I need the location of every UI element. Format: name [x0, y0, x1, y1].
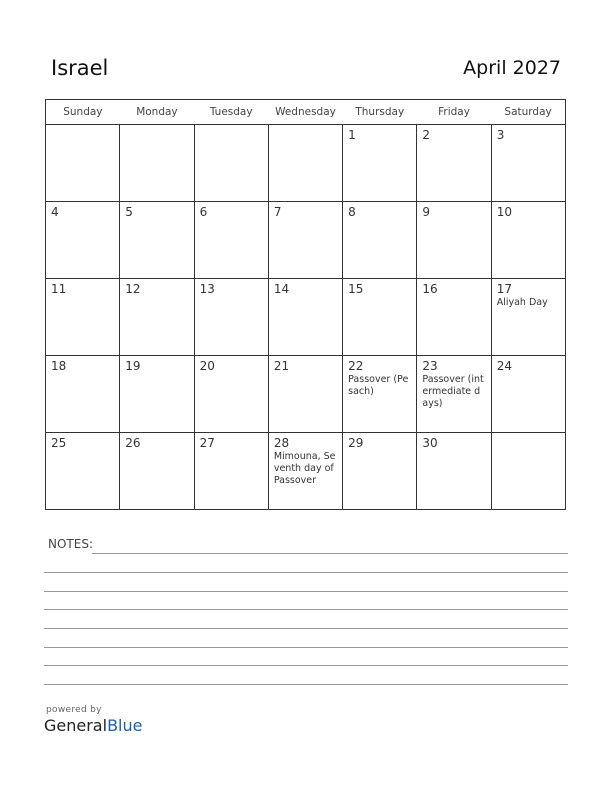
holiday-label: Aliyah Day — [496, 297, 548, 308]
week-row — [46, 125, 566, 202]
month-year-title: April 2027 — [463, 57, 561, 79]
day-number: 24 — [496, 359, 512, 373]
day-cell[interactable] — [46, 433, 120, 510]
day-number: 18 — [51, 359, 67, 373]
day-cell[interactable] — [343, 202, 417, 279]
day-number: 27 — [199, 436, 215, 450]
day-cell[interactable] — [417, 202, 491, 279]
weekday-header: Sunday — [46, 100, 120, 125]
day-cell[interactable] — [491, 279, 565, 356]
day-cell[interactable] — [194, 202, 268, 279]
note-line — [44, 684, 568, 685]
note-line — [92, 553, 568, 554]
week-row — [46, 433, 566, 510]
day-cell[interactable] — [343, 356, 417, 433]
day-cell[interactable] — [417, 125, 491, 202]
day-number: 9 — [422, 205, 431, 219]
weekday-header: Wednesday — [268, 100, 342, 125]
day-number: 20 — [199, 359, 215, 373]
day-cell[interactable] — [120, 202, 194, 279]
brand-logo[interactable] — [44, 716, 142, 735]
day-number: 21 — [273, 359, 290, 373]
calendar-grid — [45, 99, 566, 510]
note-line — [44, 628, 568, 629]
day-cell[interactable] — [417, 433, 491, 510]
day-number: 4 — [51, 205, 59, 219]
day-cell[interactable] — [268, 125, 342, 202]
day-cell[interactable] — [268, 202, 342, 279]
day-cell[interactable] — [491, 356, 565, 433]
day-cell[interactable] — [417, 279, 491, 356]
powered-by-text: powered by — [46, 705, 102, 715]
day-number: 7 — [273, 205, 282, 219]
day-number: 17 — [496, 282, 512, 296]
day-cell[interactable] — [491, 125, 565, 202]
day-number: 2 — [422, 128, 431, 142]
day-number: 12 — [125, 282, 141, 296]
day-number: 26 — [125, 436, 141, 450]
day-cell[interactable] — [268, 433, 342, 510]
weekday-header: Friday — [417, 100, 491, 125]
day-cell[interactable] — [268, 279, 342, 356]
note-line — [44, 665, 568, 666]
day-cell[interactable] — [343, 279, 417, 356]
day-cell[interactable] — [46, 202, 120, 279]
day-cell[interactable] — [120, 125, 194, 202]
holiday-label: Passover (Pesach) — [348, 374, 409, 397]
day-cell[interactable] — [194, 125, 268, 202]
weekday-header: Saturday — [491, 100, 565, 125]
day-number: 10 — [496, 205, 512, 219]
note-line — [44, 647, 568, 648]
note-line — [44, 609, 568, 610]
weekday-header: Monday — [120, 100, 194, 125]
day-number: 13 — [199, 282, 215, 296]
day-number: 15 — [348, 282, 364, 296]
notes-label: NOTES: — [48, 537, 93, 551]
day-cell[interactable] — [343, 125, 417, 202]
day-number: 30 — [422, 436, 438, 450]
weekday-header-row — [46, 100, 566, 125]
day-number: 29 — [348, 436, 364, 450]
day-cell[interactable] — [120, 356, 194, 433]
day-number: 8 — [348, 205, 356, 219]
day-number: 28 — [273, 436, 290, 450]
note-line — [44, 572, 568, 573]
day-cell[interactable] — [417, 356, 491, 433]
holiday-label: Mimouna, Seventh day of Passover — [273, 451, 336, 486]
week-row — [46, 279, 566, 356]
day-number: 3 — [496, 128, 505, 142]
day-cell[interactable] — [268, 356, 342, 433]
day-number: 6 — [199, 205, 208, 219]
day-number: 19 — [125, 359, 141, 373]
brand-part-general: General — [44, 716, 108, 735]
day-cell[interactable] — [46, 125, 120, 202]
day-cell[interactable] — [194, 433, 268, 510]
country-title: Israel — [51, 56, 109, 80]
day-number: 23 — [422, 359, 438, 373]
holiday-label: Passover (intermediate days) — [422, 374, 484, 409]
weekday-header: Thursday — [343, 100, 417, 125]
day-cell[interactable] — [46, 356, 120, 433]
day-number: 5 — [125, 205, 133, 219]
week-row — [46, 356, 566, 433]
day-cell[interactable] — [46, 279, 120, 356]
day-cell[interactable] — [120, 433, 194, 510]
day-cell[interactable] — [343, 433, 417, 510]
day-cell[interactable] — [491, 433, 565, 510]
day-number: 25 — [51, 436, 67, 450]
day-number: 14 — [273, 282, 290, 296]
day-number: 1 — [348, 128, 356, 142]
day-cell[interactable] — [120, 279, 194, 356]
day-number: 11 — [51, 282, 67, 296]
day-cell[interactable] — [491, 202, 565, 279]
week-row — [46, 202, 566, 279]
note-line — [44, 591, 568, 592]
day-cell[interactable] — [194, 279, 268, 356]
day-number: 16 — [422, 282, 438, 296]
brand-part-blue: Blue — [107, 716, 143, 735]
day-cell[interactable] — [194, 356, 268, 433]
day-number: 22 — [348, 359, 364, 373]
weekday-header: Tuesday — [194, 100, 268, 125]
